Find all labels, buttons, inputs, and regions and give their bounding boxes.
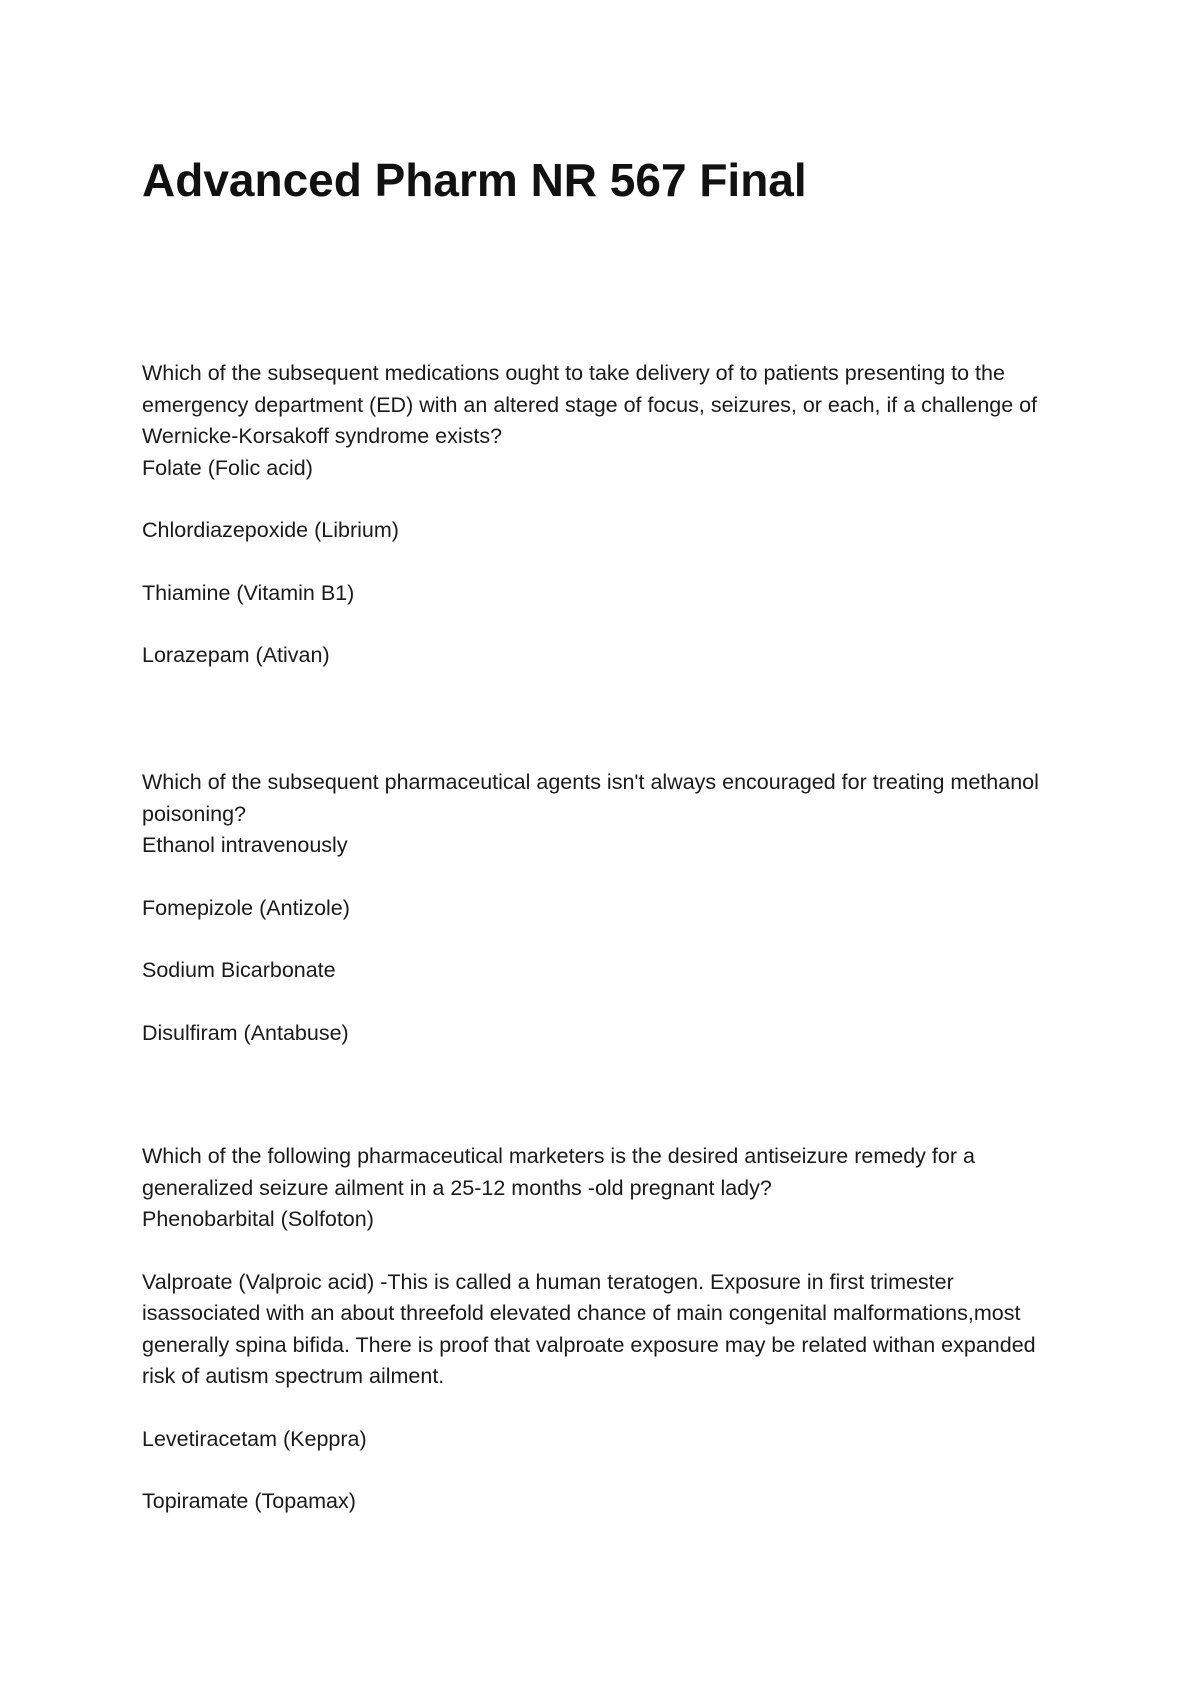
question-3-options [142,1204,1057,1518]
question-1 [142,358,1057,672]
question-1-option-b: Chlordiazepoxide (Librium) [142,518,399,542]
question-3-prompt: Which of the following pharmaceutical marketers is the desired antiseizure remedy for a generalized seizure ailment in a 25-12 months -old pregnant lady? [142,1144,975,1200]
question-2-prompt: Which of the subsequent pharmaceutical agents isn't always encouraged for treating methanol poisoning? [142,770,1039,826]
question-2-option-a: Ethanol intravenously [142,833,348,857]
question-1-prompt: Which of the subsequent medications ought to take delivery of to patients presenting to the emergency department (ED) with an altered stage of focus, seizures, or each, if a challenge of Wernicke-Korsakoff syndrome exists? [142,361,1038,448]
question-3-option-a: Phenobarbital (Solfoton) [142,1207,374,1231]
question-2-option-b: Fomepizole (Antizole) [142,895,350,920]
question-2 [142,767,1057,1049]
question-3-option-b: Valproate (Valproic acid) -This is called a human teratogen. Exposure in first trimester isassociated with an about threefold elevated chance of main congenital malformations,most generally spina bifida. There is proof that valproate exposure may be related withan expanded risk of autism spectrum ailment. [142,1269,1036,1388]
question-1-option-c: Thiamine (Vitamin B1) [142,580,355,605]
question-1-option-a: Folate (Folic acid) [142,455,313,480]
question-3-option-d: Topiramate (Topamax) [142,1489,356,1513]
question-3 [142,1141,1057,1518]
question-3-option-c: Levetiracetam (Keppra) [142,1426,367,1451]
question-1-options [142,453,1057,672]
question-2-option-d: Disulfiram (Antabuse) [142,1020,349,1045]
document-title: Advanced Pharm NR 567 Final [142,154,807,206]
question-1-option-d: Lorazepam (Ativan) [142,643,330,667]
question-2-option-c: Sodium Bicarbonate [142,958,336,982]
question-2-options [142,830,1057,1049]
